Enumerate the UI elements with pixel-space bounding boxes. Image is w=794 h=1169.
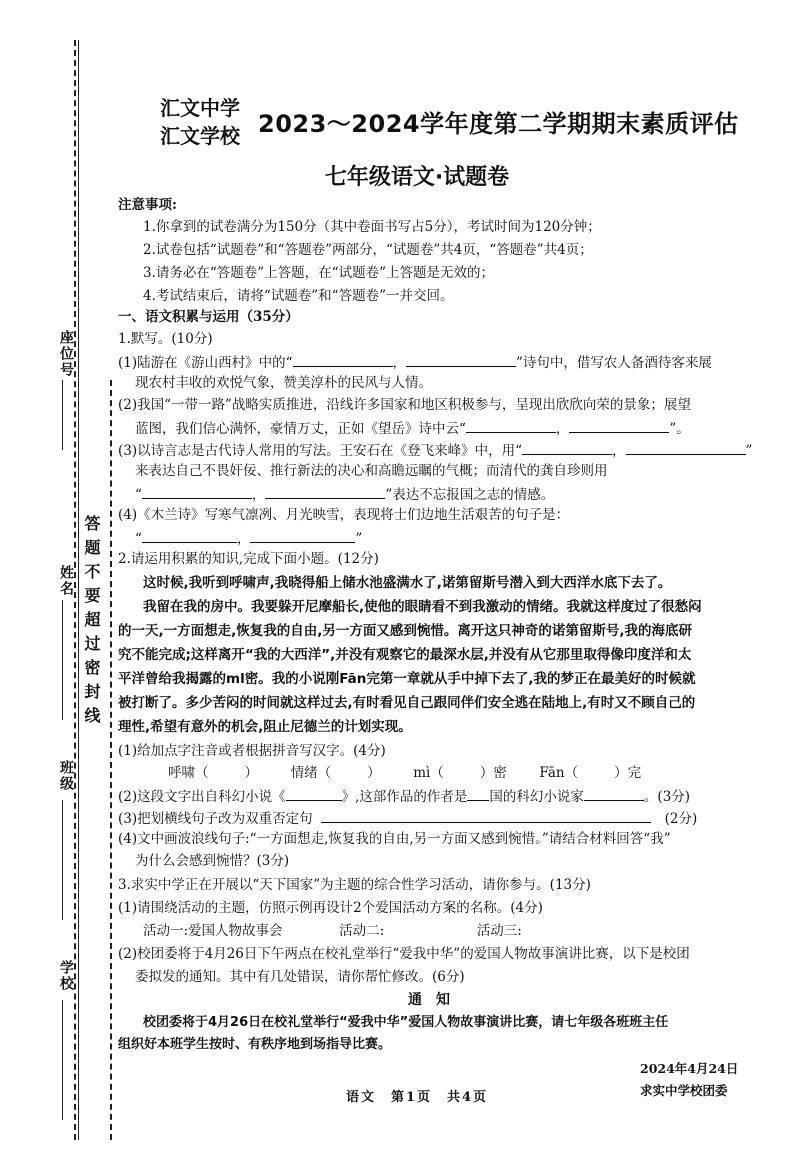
notice-body-line: 校团委将于4月26日在校礼堂举行“爱我中华”爱国人物故事演讲比赛，请七年级各班班主任	[143, 1015, 669, 1030]
q1-part1-line1: (1)陆游在《游山西村》中的“ ， ”诗句中，借写农人备酒待客来展	[118, 352, 712, 372]
answer-blank[interactable]	[142, 484, 252, 499]
answer-blank[interactable]	[286, 786, 342, 801]
class-blank	[62, 800, 63, 920]
seat-blank	[62, 380, 63, 450]
q2-sub2: (2)这段文字出自科幻小说《 》,这部作品的作者是 国的科幻小说家 。(3分)	[118, 786, 690, 806]
q3-sub2-line1: (2)校团委将于4月26日下午两点在校礼堂举行“爱我中华”的爱国人物故事演讲比赛，以下是校团	[118, 946, 690, 962]
q2-sub3: (3)把划横线句子改为双重否定句 (2分)	[118, 808, 697, 828]
q2-sub4-line1: (4)文中画波浪线句子:“一方面想走,恢复我的自由,另一方面又感到惋惜。”请结合材料回答“我”	[118, 831, 671, 847]
answer-blank[interactable]	[466, 418, 556, 433]
school-name-2: 汇文学校	[160, 124, 240, 148]
school-name-1: 汇文中学	[160, 96, 240, 120]
activity-3: 活动三:	[476, 923, 522, 939]
q3-activities	[143, 922, 522, 940]
class-label: 班级	[58, 760, 74, 792]
passage-line: 究不能完成;这样离开“我的大西洋”,并没有观察它的最深水层,并没有从它那里取得像印度洋和太	[118, 647, 692, 663]
answer-blank[interactable]	[406, 352, 516, 367]
answer-blank[interactable]	[626, 440, 746, 455]
answer-blank[interactable]	[250, 528, 355, 543]
name-label: 姓名	[58, 565, 74, 597]
notice-title: 通 知	[408, 992, 450, 1008]
passage-line: 平洋曾给我揭露的ml密。我的小说刚Fān完第一章就从手中掉下去了,我的梦正在最美好的时候就	[118, 671, 696, 687]
school-label: 学校	[58, 960, 74, 992]
q1-part2-line1: (2)我国“一带一路”战略实质推进，沿线许多国家和地区积极参与，呈现出欣欣向荣的景象；展望	[118, 397, 691, 413]
q2-label: 2.请运用积累的知识,完成下面小题。(12分)	[118, 551, 379, 567]
answer-blank[interactable]	[569, 418, 669, 433]
q1-part3-line2: 来表达自己不畏奸佞、推行新法的决心和高瞻远瞩的气概；而清代的龚自珍则用	[135, 463, 608, 479]
notice-date: 2024年4月24日	[640, 1061, 739, 1076]
q2-sub1-items: 呼啸（ ） 情绪（ ） mì（ ）密 Fān（ ）完	[168, 765, 642, 781]
exam-title: 2023～2024学年度第二学期期末素质评估	[258, 110, 739, 138]
notice-heading: 注意事项:	[118, 197, 177, 213]
q2-sub1: (1)给加点字注音或者根据拼音写汉字。(4分)	[118, 743, 386, 759]
notice-item: 3.请务必在“答题卷”上答题，在“试题卷”上答题是无效的；	[143, 265, 494, 281]
binding-line-outer	[78, 40, 79, 1140]
q1-label: 1.默写。(10分)	[118, 331, 213, 347]
page-footer: 语文 第1页 共4页	[345, 1090, 489, 1105]
notice-item: 1.你拿到的试卷满分为150分（其中卷面书写占5分），考试时间为120分钟；	[143, 219, 601, 235]
answer-blank[interactable]	[584, 786, 644, 801]
q2-sub4-line2: 为什么会感到惋惜？(3分)	[135, 853, 290, 869]
q3-label: 3.求实中学正在开展以“天下国家”为主题的综合性学习活动，请你参与。(13分)	[118, 877, 591, 893]
q3-sub2-line2: 委拟发的通知。其中有几处错误，请你帮忙修改。(6分)	[135, 969, 465, 985]
passage-line: 理性,希望有意外的机会,阻止尼德兰的计划实现。	[118, 719, 412, 735]
q1-part4-line1: (4)《木兰诗》写寒气凛冽、月光映雪，表现将士们边地生活艰苦的句子是：	[118, 507, 570, 523]
notice-item: 2.试卷包括“试题卷”和“答题卷”两部分，“试题卷”共4页，“答题卷”共4页；	[143, 242, 593, 258]
seal-warning-text: 答题不要超过密封线	[82, 515, 101, 731]
answer-blank[interactable]	[265, 484, 385, 499]
passage-line: 这时候,我听到呼啸声,我晓得船上储水池盛满水了,诺第留斯号潜入到大西洋水底下去了。	[143, 575, 672, 591]
notice-signature: 求实中学校团委	[640, 1083, 728, 1098]
answer-blank[interactable]	[142, 528, 237, 543]
answer-blank[interactable]	[467, 786, 489, 801]
binding-dashed-line-inner	[110, 380, 112, 1140]
q1-part3-line1: (3)以诗言志是古代诗人常用的写法。王安石在《登飞来峰》中，用“ ， ”	[118, 440, 752, 460]
answer-blank[interactable]	[293, 352, 393, 367]
q1-part1-line2: 现农村丰收的欢悦气象，赞美淳朴的民风与人情。	[135, 375, 432, 391]
answer-blank[interactable]	[321, 808, 651, 823]
notice-body-line: 组织好本班学生按时、有秩序地到场指导比赛。	[118, 1037, 392, 1052]
answer-blank[interactable]	[522, 440, 612, 455]
passage-line: 被打断了。多少苦闷的时间就这样过去,有时看见自己跟同伴们安全逃在陆地上,有时又不顾自己的	[118, 695, 696, 711]
activity-1: 活动一:爱国人物故事会	[143, 923, 283, 939]
section-heading: 一、语文积累与运用（35分）	[118, 309, 299, 325]
activity-2: 活动二:	[339, 923, 385, 939]
passage-line: 的一天,一方面想走,恢复我的自由,另一方面又感到惋惜。离开这只神奇的诺第留斯号,我的海底研	[118, 623, 693, 639]
seat-label: 座位号	[58, 330, 74, 378]
name-blank	[62, 600, 63, 720]
q1-part3-line3: “ ， ”表达不忘报国之志的情感。	[135, 484, 554, 504]
passage-line: 我留在我的房中。我要躲开尼摩船长,使他的眼睛看不到我激动的情绪。我就这样度过了很愁闷	[143, 599, 702, 615]
q3-sub1: (1)请围绕活动的主题，仿照示例再设计2个爱国活动方案的名称。(4分)	[118, 900, 543, 916]
q1-part4-line2: “ ， ”	[135, 528, 362, 548]
notice-item: 4.考试结束后，请将“试题卷”和“答题卷”一并交回。	[143, 288, 454, 304]
exam-subtitle: 七年级语文·试题卷	[324, 165, 510, 190]
q1-part2-line2: 蓝图，我们信心满怀，豪情万丈，正如《望岳》诗中云“ ， ”。	[135, 418, 690, 438]
